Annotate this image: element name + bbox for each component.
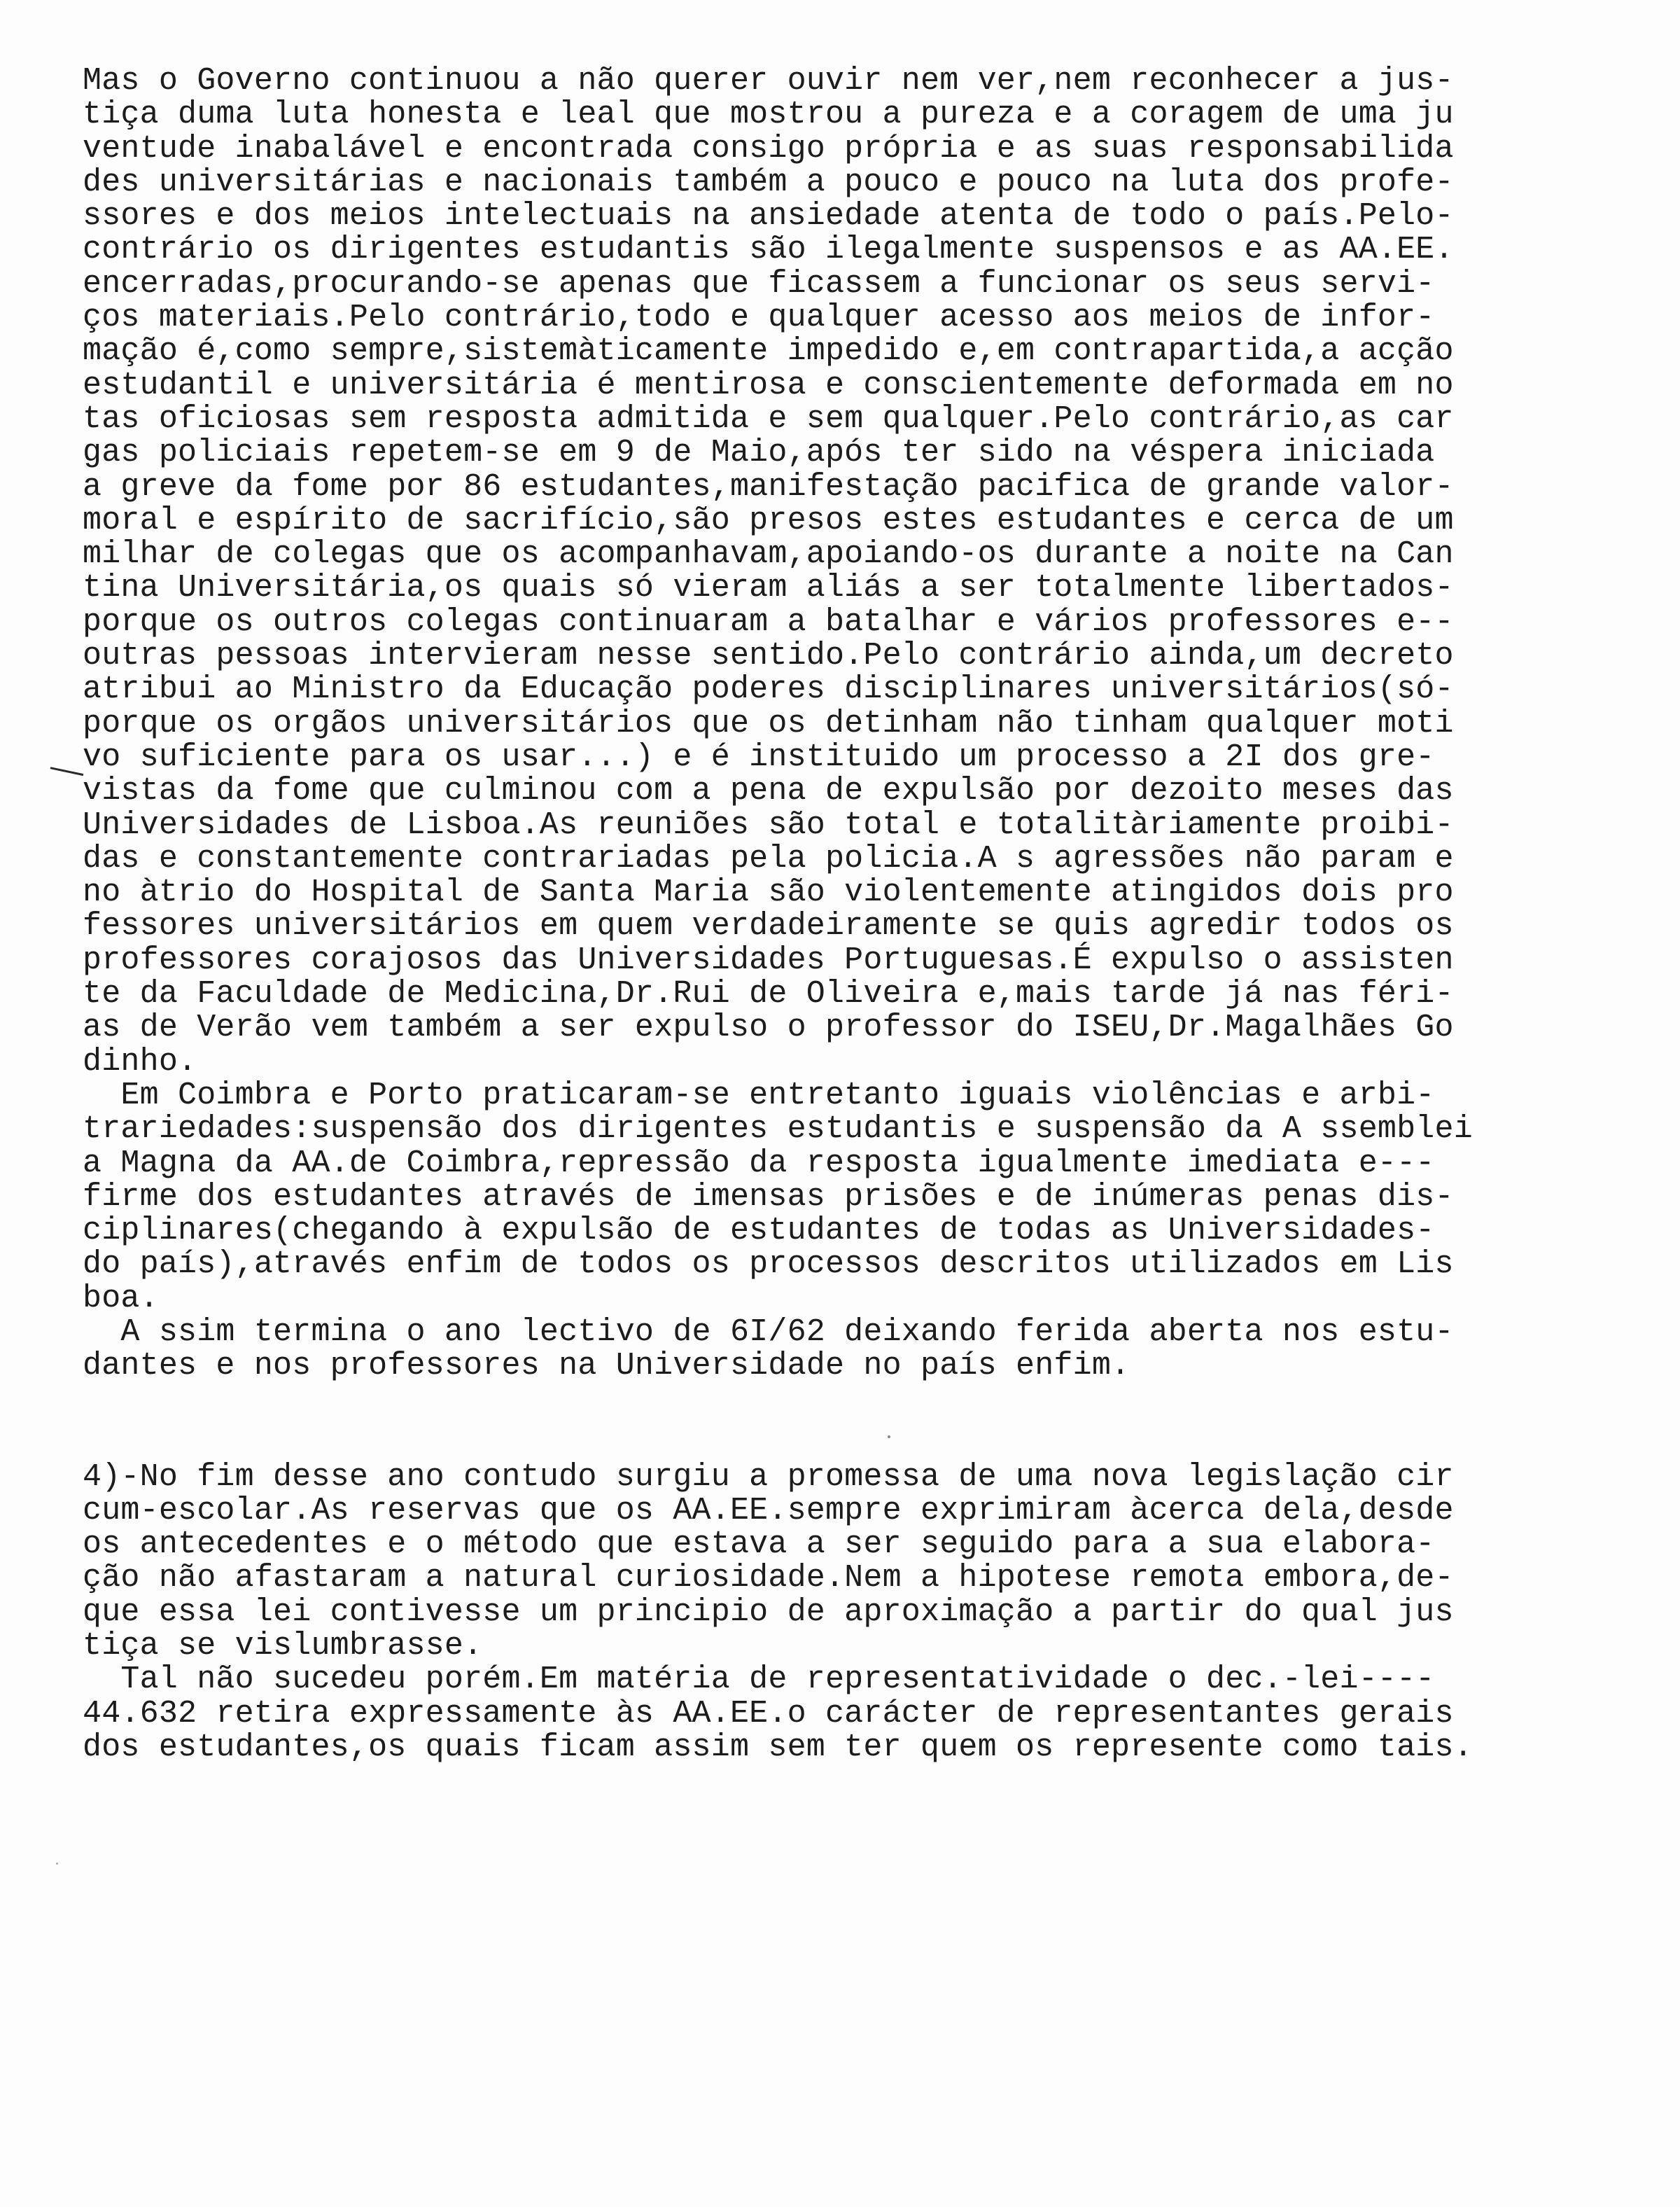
text-line: milhar de colegas que os acompanhavam,apoiando-os durante a noite na Can — [83, 536, 1454, 573]
text-line: Tal não sucedeu porém.Em matéria de representatividade o dec.-lei---- — [83, 1662, 1435, 1698]
text-line: no àtrio do Hospital de Santa Maria são violentemente atingidos dois pro — [83, 875, 1454, 911]
text-line: do país),através enfim de todos os processos descritos utilizados em Lis — [83, 1246, 1454, 1283]
text-line: vistas da fome que culminou com a pena de expulsão por dezoito meses das — [83, 773, 1454, 809]
text-line: 44.632 retira expressamente às AA.EE.o carácter de representantes gerais — [83, 1695, 1454, 1732]
text-line: ssores e dos meios intelectuais na ansiedade atenta de todo o país.Pelo- — [83, 198, 1454, 235]
text-line: dinho. — [83, 1043, 197, 1080]
text-line: tina Universitária,os quais só vieram aliás a ser totalmente libertados- — [83, 570, 1454, 606]
text-line: a greve da fome por 86 estudantes,manifestação pacifica de grande valor- — [83, 468, 1454, 505]
text-line: mação é,como sempre,sistemàticamente impedido e,em contrapartida,a acção — [83, 333, 1454, 370]
text-line: ços materiais.Pelo contrário,todo e qualquer acesso aos meios de infor- — [83, 300, 1435, 336]
text-line: ção não afastaram a natural curiosidade.Nem a hipotese remota embora,de- — [83, 1560, 1454, 1596]
text-line: te da Faculdade de Medicina,Dr.Rui de Oliveira e,mais tarde já nas féri- — [83, 976, 1454, 1012]
text-line: Mas o Governo continuou a não querer ouvir nem ver,nem reconhecer a jus- — [83, 63, 1454, 99]
text-line: porque os orgãos universitários que os detinham não tinham qualquer moti — [83, 705, 1454, 742]
text-line: tiça duma luta honesta e leal que mostrou a pureza e a coragem de uma ju — [83, 97, 1454, 133]
text-line: A ssim termina o ano lectivo de 6I/62 deixando ferida aberta nos estu- — [83, 1314, 1454, 1350]
section-spacer — [83, 1384, 1609, 1461]
text-line: Em Coimbra e Porto praticaram-se entretanto iguais violências e arbi- — [83, 1077, 1435, 1113]
ink-speck — [56, 1863, 58, 1865]
text-line: gas policiais repetem-se em 9 de Maio,após ter sido na véspera iniciada — [83, 435, 1435, 471]
paragraph-block-1 — [83, 64, 1609, 1384]
text-line: moral e espírito de sacrifício,são presos estes estudantes e cerca de um — [83, 502, 1454, 538]
text-line: Universidades de Lisboa.As reuniões são total e totalitàriamente proibi- — [83, 807, 1454, 843]
margin-ink-mark — [48, 767, 83, 786]
paragraph-block-2 — [83, 1458, 1609, 1765]
text-line: professores corajosos das Universidades Portuguesas.É expulso o assisten — [83, 942, 1454, 978]
text-line: trariedades:suspensão dos dirigentes estudantis e suspensão da A ssemblei — [83, 1111, 1473, 1148]
text-line: dos estudantes,os quais ficam assim sem ter quem os represente como tais. — [83, 1729, 1473, 1765]
text-line: os antecedentes e o método que estava a ser seguido para a sua elabora- — [83, 1526, 1435, 1563]
text-line: contrário os dirigentes estudantis são ilegalmente suspensos e as AA.EE. — [83, 232, 1454, 268]
text-line: tas oficiosas sem resposta admitida e sem qualquer.Pelo contrário,as car — [83, 401, 1454, 437]
text-line: tiça se vislumbrasse. — [83, 1628, 483, 1664]
text-line: a Magna da AA.de Coimbra,repressão da resposta igualmente imediata e--- — [83, 1145, 1435, 1181]
text-line: atribui ao Ministro da Educação poderes disciplinares universitários(só- — [83, 671, 1454, 708]
text-line: ciplinares(chegando à expulsão de estudantes de todas as Universidades- — [83, 1213, 1435, 1249]
text-line: das e constantemente contrariadas pela policia.A s agressões não param e — [83, 840, 1454, 877]
text-line: fessores universitários em quem verdadeiramente se quis agredir todos os — [83, 908, 1454, 945]
text-line: ventude inabalável e encontrada consigo própria e as suas responsabilida — [83, 130, 1454, 167]
text-line: outras pessoas intervieram nesse sentido.Pelo contrário ainda,um decreto — [83, 638, 1454, 674]
text-line: 4)-No fim desse ano contudo surgiu a promessa de uma nova legislação cir — [83, 1458, 1454, 1495]
text-line: firme dos estudantes através de imensas prisões e de inúmeras penas dis- — [83, 1178, 1454, 1215]
text-line: boa. — [83, 1280, 159, 1316]
text-line: estudantil e universitária é mentirosa e conscientemente deformada em no — [83, 367, 1454, 403]
text-line: que essa lei contivesse um principio de aproximação a partir do qual jus — [83, 1594, 1454, 1630]
text-line: vo suficiente para os usar...) e é instituido um processo a 2I dos gre- — [83, 739, 1435, 775]
text-line: porque os outros colegas continuaram a batalhar e vários professores e-- — [83, 604, 1454, 640]
text-line: cum-escolar.As reservas que os AA.EE.sempre exprimiram àcerca dela,desde — [83, 1492, 1454, 1529]
text-line: as de Verão vem também a ser expulso o professor do ISEU,Dr.Magalhães Go — [83, 1010, 1454, 1046]
text-line: dantes e nos professores na Universidade no país enfim. — [83, 1348, 1130, 1384]
text-line: encerradas,procurando-se apenas que ficassem a funcionar os seus servi- — [83, 265, 1435, 302]
document-body — [83, 64, 1609, 1764]
text-line: des universitárias e nacionais também a pouco e pouco na luta dos profe- — [83, 164, 1454, 200]
